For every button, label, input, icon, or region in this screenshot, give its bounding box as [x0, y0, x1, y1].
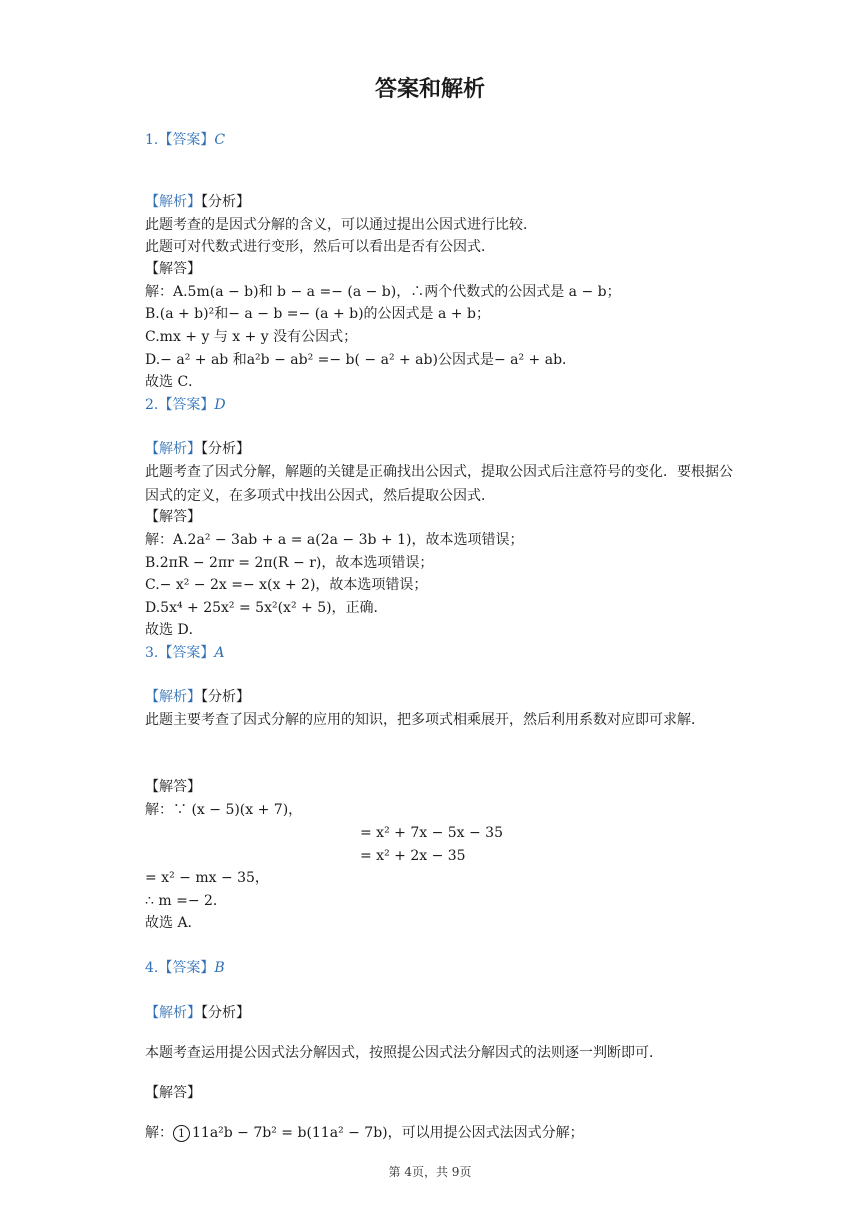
q4-solution-1: 11a²b − 7b² = b(11a² − 7b)，可以用提公因式法因式分解；: [192, 1125, 584, 1141]
q4-answer-value: B: [214, 960, 225, 976]
q2-solution-3: C.− x² − 2x =− x(x + 2)，故本选项错误；: [145, 577, 428, 593]
q2-solution-4: D.5x⁴ + 25x² = 5x²(x² + 5)，正确．: [145, 600, 388, 616]
q2-analysis-tag: 【解析】: [145, 441, 201, 457]
q1-analysis-tag: 【解析】: [145, 194, 201, 210]
q4-answer-line: [145, 957, 735, 979]
q2-solution-2: B.2πR − 2πr = 2π(R − r)，故本选项错误；: [145, 555, 434, 571]
q3-fenxi-1: 此题主要考查了因式分解的应用的知识，把多项式相乘展开，然后利用系数对应即可求解．: [145, 712, 705, 728]
q2-answer-value: D: [214, 397, 226, 413]
q1-tags-line: [145, 191, 735, 213]
q1-fenxi-2: 此题可对代数式进行变形，然后可以看出是否有公因式．: [145, 239, 495, 255]
circled-number-icon: 1: [173, 1125, 190, 1142]
q1-jieda-tag: 【解答】: [145, 261, 201, 277]
q2-solution-1: 解：A.2a² − 3ab + a = a(2a − 3b + 1)，故本选项错误；: [145, 532, 524, 548]
q2-tags-line: [145, 438, 735, 460]
page-title: 答案和解析: [374, 77, 485, 102]
q3-answer-value: A: [214, 645, 225, 661]
q1-solution-3: C.mx + y 与 x + y 没有公因式；: [145, 329, 358, 345]
q3-solution-4: = x² − mx − 35，: [145, 870, 269, 886]
q4-analysis-tag: 【解析】: [145, 1005, 201, 1021]
q3-solution-5: ∴ m =− 2．: [145, 893, 227, 909]
q1-solution-2: B.(a + b)²和− a − b =− (a + b)的公因式是 a + b；: [145, 306, 490, 322]
q2-jieda-tag: 【解答】: [145, 509, 201, 525]
q4-fenxi-1: 本题考查运用提公因式法分解因式，按照提公因式法分解因式的法则逐一判断即可．: [145, 1045, 663, 1061]
q3-solution-3: = x² + 2x − 35: [360, 848, 466, 864]
q2-solution-5: 故选 D．: [145, 622, 203, 638]
q3-answer-label: 3.【答案】: [145, 645, 215, 661]
q1-solution-4: D.− a² + ab 和a²b − ab² =− b( − a² + ab)公因式是− a² + ab．: [145, 352, 577, 368]
q3-solution-6: 故选 A．: [145, 915, 202, 931]
q3-tags-line: [145, 686, 735, 708]
q1-fenxi-1: 此题考查的是因式分解的含义，可以通过提出公因式进行比较．: [145, 217, 537, 233]
q4-tags-line: [145, 1002, 735, 1024]
q4-fenxi-tag: 【分析】: [201, 1005, 250, 1021]
page-footer: 第 4页，共 9页: [388, 1165, 472, 1179]
q3-solution-1: 解：∵ (x − 5)(x + 7)，: [145, 802, 303, 818]
q2-fenxi-1: 此题考查了因式分解，解题的关键是正确找出公因式，提取公因式后注意符号的变化．要根据公因式的定义，在多项式中找出公因式，然后提取公因式．: [145, 464, 733, 504]
q3-jieda-tag: 【解答】: [145, 779, 201, 795]
q1-answer-label: 1.【答案】: [145, 132, 215, 148]
q3-solution-2: = x² + 7x − 5x − 35: [360, 825, 504, 841]
q2-answer-line: [145, 394, 735, 416]
q4-jieda-tag: 【解答】: [145, 1085, 201, 1101]
q1-answer-value: C: [214, 132, 226, 148]
q4-answer-label: 4.【答案】: [145, 960, 215, 976]
q4-solution-prefix: 解：: [145, 1125, 173, 1141]
q2-answer-label: 2.【答案】: [145, 397, 215, 413]
q3-analysis-tag: 【解析】: [145, 689, 201, 705]
q1-fenxi-tag: 【分析】: [201, 194, 250, 210]
q2-fenxi-tag: 【分析】: [201, 441, 250, 457]
q1-solution-5: 故选 C．: [145, 374, 203, 390]
q1-answer-line: [145, 129, 735, 151]
q3-answer-line: [145, 642, 735, 664]
q1-solution-1: 解：A.5m(a − b)和 b − a =− (a − b)，∴两个代数式的公因式是 a − b；: [145, 284, 621, 300]
q3-fenxi-tag: 【分析】: [201, 689, 250, 705]
q4-solution-line: [145, 1122, 735, 1144]
